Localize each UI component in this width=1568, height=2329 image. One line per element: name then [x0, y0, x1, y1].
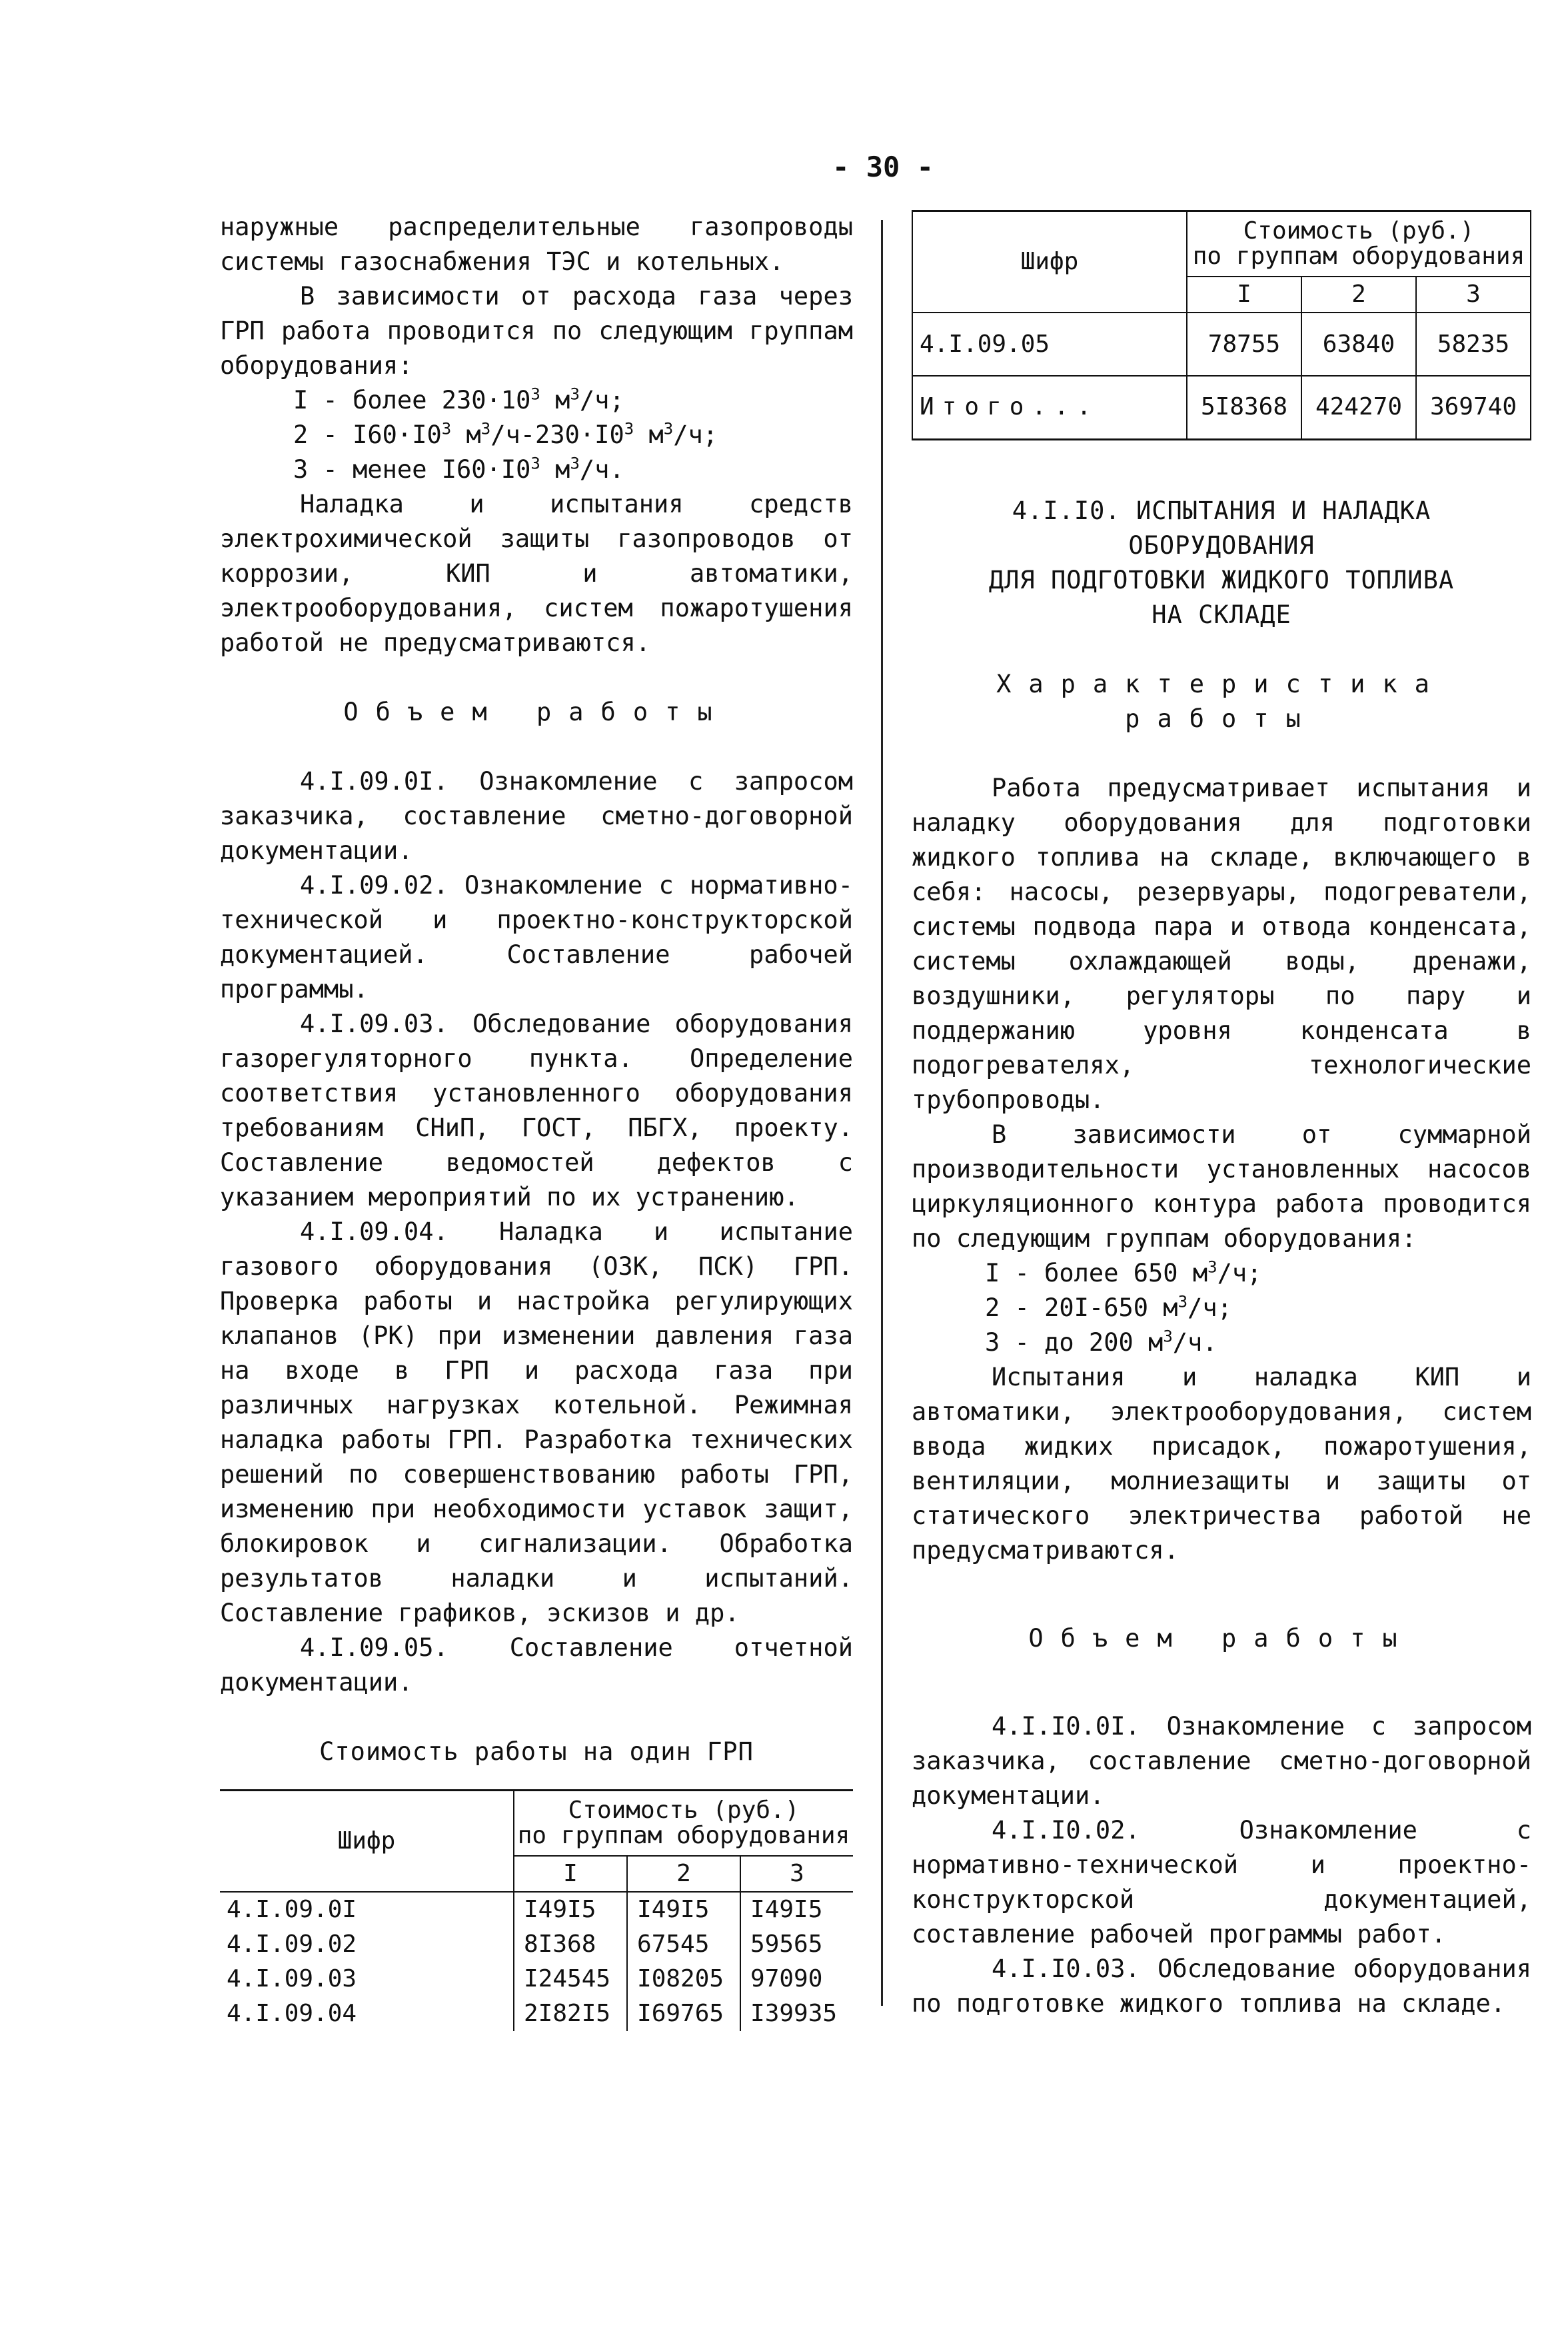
- cost-table-continued: [912, 210, 1531, 440]
- groups-intro: В зависимости от суммарной производительности установленных насосов циркуляционного контура работа проводится по следующим группам оборудования:: [912, 1120, 1531, 1253]
- section-heading: 4.I.I0. ИСПЫТАНИЯ И НАЛАДКА ОБОРУДОВАНИЯ: [1012, 496, 1431, 560]
- group-item: 3 - менее $I60\cdot I0^3$ $м^3/ч$.: [293, 454, 624, 484]
- exclusion-paragraph: Наладка и испытания средств электрохимической защиты газопроводов от коррозии, КИП и автоматики, электрооборудования, систем пожаротушения работой не предусматриваются.: [220, 490, 853, 657]
- group-item: $2 - I60\cdot I0^3$ $м^3/ч-230\cdot I0^3$ $м^3/ч$;: [293, 419, 718, 449]
- scope-item: 4.I.09.02. Ознакомление с нормативно-технической и проектно-конструкторской документацией. Составление рабочей программы.: [220, 871, 853, 1004]
- characteristic-heading: Характеристика: [996, 669, 1447, 698]
- scope-item: 4.I.I0.0I. Ознакомление с запросом заказчика, составление сметно-договорной документации.: [912, 1711, 1531, 1810]
- table-row-total: Итого... 5I8368 424270 369740: [912, 376, 1531, 439]
- cost-table: [220, 1789, 853, 2031]
- group-header: I: [514, 1856, 627, 1892]
- scope-item: 4.I.09.05. Составление отчетной документации.: [220, 1633, 853, 1697]
- group-header: I: [1187, 277, 1301, 313]
- col-code-header: Шифр: [912, 211, 1187, 313]
- group-item: 3 - до 200 $м^3/ч$.: [985, 1327, 1217, 1357]
- table-row: 4.I.09.02 8I368 67545 59565: [220, 1927, 853, 1962]
- col-cost-header: Стоимость (руб.) по группам оборудования: [514, 1791, 853, 1857]
- characteristic-heading: работы: [1125, 704, 1318, 733]
- scope-heading: Объем работы: [343, 698, 730, 726]
- column-divider: [881, 220, 883, 2006]
- page-number: - 30 -: [832, 151, 934, 183]
- table-row: 4.I.09.05 78755 63840 58235: [912, 313, 1531, 376]
- left-column: [220, 210, 853, 2031]
- group-header: 3: [1416, 277, 1531, 313]
- scope-item: 4.I.I0.02. Ознакомление с нормативно-технической и проектно-конструкторской документацией, составление рабочей программы работ.: [912, 1815, 1531, 1948]
- groups-intro: В зависимости от расхода газа через ГРП работа проводится по следующим группам оборудования:: [220, 282, 853, 380]
- section-heading: НА СКЛАДЕ: [1152, 600, 1291, 629]
- group-item: I - более $230\cdot 10^3$ $м^3/ч$;: [293, 385, 624, 414]
- scope-heading: Объем работы: [1028, 1623, 1415, 1653]
- table-row: 4.I.09.03 I24545 I08205 97090: [220, 1962, 853, 1996]
- intro-paragraph: наружные распределительные газопроводы системы газоснабжения ТЭС и котельных.: [220, 213, 853, 276]
- description-paragraph: Работа предусматривает испытания и наладку оборудования для подготовки жидкого топлива на складе, включающего в себя: насосы, резервуары, подогреватели, системы подвода пара и отвода конденсата, системы охлаждающей воды, дренажи, воздушники, регуляторы по пару и поддержанию уровня конденсата в подогревателях, технологические трубопроводы.: [912, 773, 1531, 1114]
- exclusion-paragraph: Испытания и наладка КИП и автоматики, электрооборудования, систем ввода жидких присадок, пожаротушения, вентиляции, молниезащиты и защиты от статического электричества работой не предусматриваются.: [912, 1362, 1531, 1565]
- section-heading: ДЛЯ ПОДГОТОВКИ ЖИДКОГО ТОПЛИВА: [988, 565, 1455, 594]
- group-header: 2: [1301, 277, 1416, 313]
- group-header: 2: [627, 1856, 740, 1892]
- scope-item: 4.I.I0.03. Обследование оборудования по подготовке жидкого топлива на складе.: [912, 1954, 1531, 2018]
- right-column: [912, 210, 1531, 2021]
- col-code-header: Шифр: [220, 1791, 514, 1893]
- group-item: I - более 650 $м^3/ч$;: [985, 1257, 1262, 1287]
- table-row: 4.I.09.0I I49I5 I49I5 I49I5: [220, 1892, 853, 1927]
- group-header: 3: [740, 1856, 853, 1892]
- scope-item: 4.I.09.03. Обследование оборудования газорегуляторного пункта. Определение соответствия установленного оборудования требованиям СНиП, ГОСТ, ПБГХ, проекту. Составление ведомостей дефектов с указанием мероприятий по их устранению.: [220, 1010, 853, 1211]
- col-cost-header: Стоимость (руб.) по группам оборудования: [1187, 211, 1531, 277]
- table-row: 4.I.09.04 2I82I5 I69765 I39935: [220, 1996, 853, 2031]
- cost-table-title: Стоимость работы на один ГРП: [319, 1737, 754, 1766]
- scope-item: 4.I.09.0I. Ознакомление с запросом заказчика, составление сметно-договорной документации.: [220, 767, 853, 865]
- group-item: 2 - 20I-650 $м^3/ч$;: [985, 1292, 1232, 1322]
- scope-item: 4.I.09.04. Наладка и испытание газового оборудования (ОЗК, ПСК) ГРП. Проверка работы и настройка регулирующих клапанов (РК) при изменении давления газа на входе в ГРП и расхода газа при различных нагрузках котельной. Режимная наладка работы ГРП. Разработка технических решений по совершенствованию работы ГРП, изменению при необходимости уставок защит, блокировок и сигнализации. Обработка результатов наладки и испытаний. Составление графиков, эскизов и др.: [220, 1217, 853, 1627]
